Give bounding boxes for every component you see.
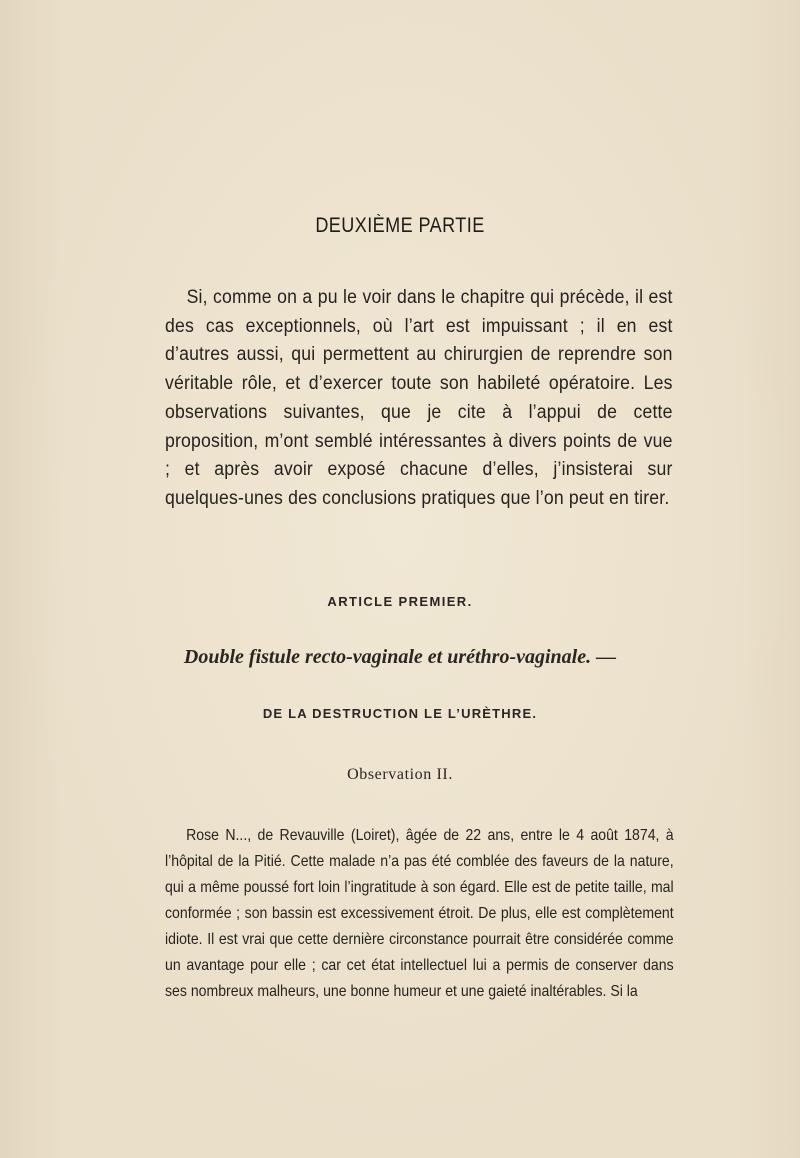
part-title: DEUXIÈME PARTIE <box>315 214 485 237</box>
article-title: ARTICLE PREMIER. <box>327 594 473 609</box>
article-subtitle: Double fistule recto-vaginale et uréthro-vaginale. — <box>183 646 617 668</box>
article-subtitle-continued: DE LA DESTRUCTION LE L’URÈTHRE. <box>262 706 538 721</box>
intro-paragraph: Si, comme on a pu le voir dans le chapitre qui précède, il est des cas exceptionnels, où l’art est impuissant ; il en est d’autres aussi, qui permettent au chirurgien de reprendre son véritable rôle, et d’exercer toute son habileté opératoire. Les observations suivantes, que je cite à l’appui de cette proposition, m’ont semblé intéressantes à divers points de vue ; et après avoir exposé chacune d’elles, j’insisterai sur quelques-unes des conclusions pratiques que l’on peut en tirer. <box>165 286 673 509</box>
observation-title: Observation II. <box>347 766 453 783</box>
observation-paragraph: Rose N..., de Revauville (Loiret), âgée de 22 ans, entre le 4 août 1874, à l’hôpital de la Pitié. Cette malade n’a pas été comblée des faveurs de la nature, qui a même poussé fort loin l’ingratitude à son égard. Elle est de petite taille, mal conformée ; son bassin est excessivement étroit. De plus, elle est complètement idiote. Il est vrai que cette dernière circonstance pourrait être considérée comme un avantage pour elle ; car cet état intellectuel lui a permis de conserver dans ses nombreux malheurs, une bonne humeur et une gaieté inaltérables. Si la <box>165 827 674 1000</box>
